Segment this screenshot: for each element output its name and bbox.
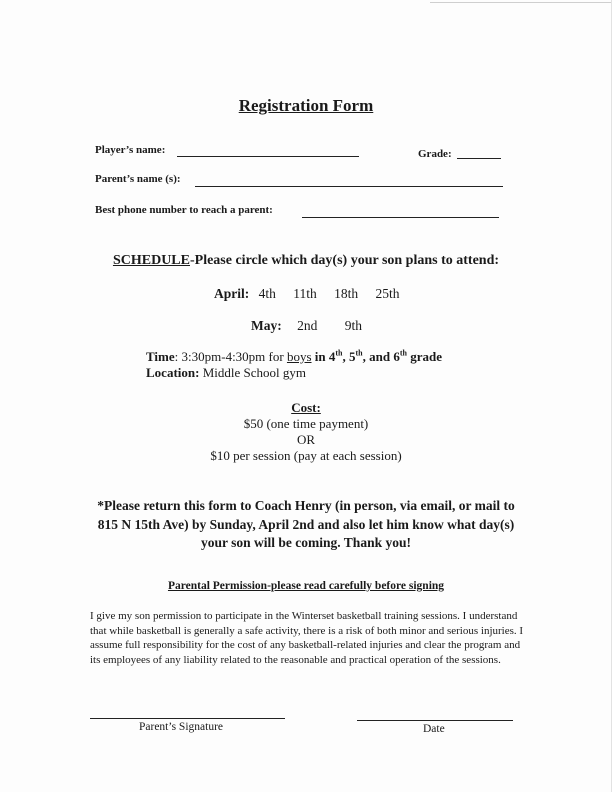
time-grade-5: , 5 [342,349,356,364]
may-day-option[interactable]: 2nd [297,318,318,333]
may-day-option[interactable]: 9th [344,318,363,333]
may-label: May: [251,318,282,333]
time-sup: th [335,348,343,358]
permission-heading: Parental Permission-please read carefully before signing [167,580,445,592]
time-text: : 3:30pm-4:30pm for [174,349,287,364]
cost-option-one-time: $50 (one time payment) [243,416,369,431]
date-field[interactable] [357,720,513,721]
cost-block [0,400,612,464]
time-location-block [146,349,442,381]
parent-name-label: Parent’s name (s): [95,173,181,185]
phone-field[interactable] [302,217,499,218]
time-grade-4: in 4 [311,349,336,364]
time-sup: th [399,348,407,358]
location-line [146,365,442,381]
grade-label: Grade: [418,148,452,160]
schedule-heading-label: SCHEDULE [112,253,190,268]
date-label: Date [423,723,445,735]
april-day-option[interactable]: 18th [334,286,359,301]
page-title: Registration Form [238,96,374,115]
time-grade-6: , and 6 [362,349,400,364]
time-boys: boys [286,349,312,364]
return-form-notice: *Please return this form to Coach Henry (in person, via email, or mail to 815 N 15th Ave) by Sunday, April 2nd and also let him know what day(s) your son will be coming. Thank you! [97,498,515,550]
player-name-field[interactable] [177,156,359,157]
april-day-option[interactable]: 11th [293,286,317,301]
april-label: April: [214,286,250,301]
scan-edge-line [430,2,612,3]
time-sup: th [355,348,363,358]
parent-signature-label: Parent’s Signature [139,721,223,733]
april-day-option[interactable]: 25th [375,286,400,301]
april-row [214,286,400,302]
parent-name-field[interactable] [195,186,503,187]
cost-or: OR [296,432,316,447]
phone-label: Best phone number to reach a parent: [95,204,273,216]
cost-option-per-session: $10 per session (pay at each session) [210,448,402,463]
time-grade-suffix: grade [406,349,442,364]
time-line [146,349,442,365]
player-name-label: Player’s name: [95,144,166,156]
april-day-option[interactable]: 4th [258,286,276,301]
cost-title: Cost: [291,400,321,415]
may-row [251,318,362,334]
parent-signature-field[interactable] [90,718,285,719]
permission-text: I give my son permission to participate in the Winterset basketball training sessions. I understand that while basketball is generally a safe activity, there is a risk of both minor and serious injuries. I assume full responsibility for the cost of any basketball-related injuries and clear the program and its employees of any liability related to the reasonable and practical operation of the sessions. [90,610,524,666]
grade-field[interactable] [457,158,501,159]
schedule-heading [0,253,612,269]
location-label: Location: [146,365,200,380]
schedule-heading-text: -Please circle which day(s) your son plans to attend: [189,253,500,268]
location-value: Middle School gym [199,365,306,380]
time-label: Time [146,349,175,364]
